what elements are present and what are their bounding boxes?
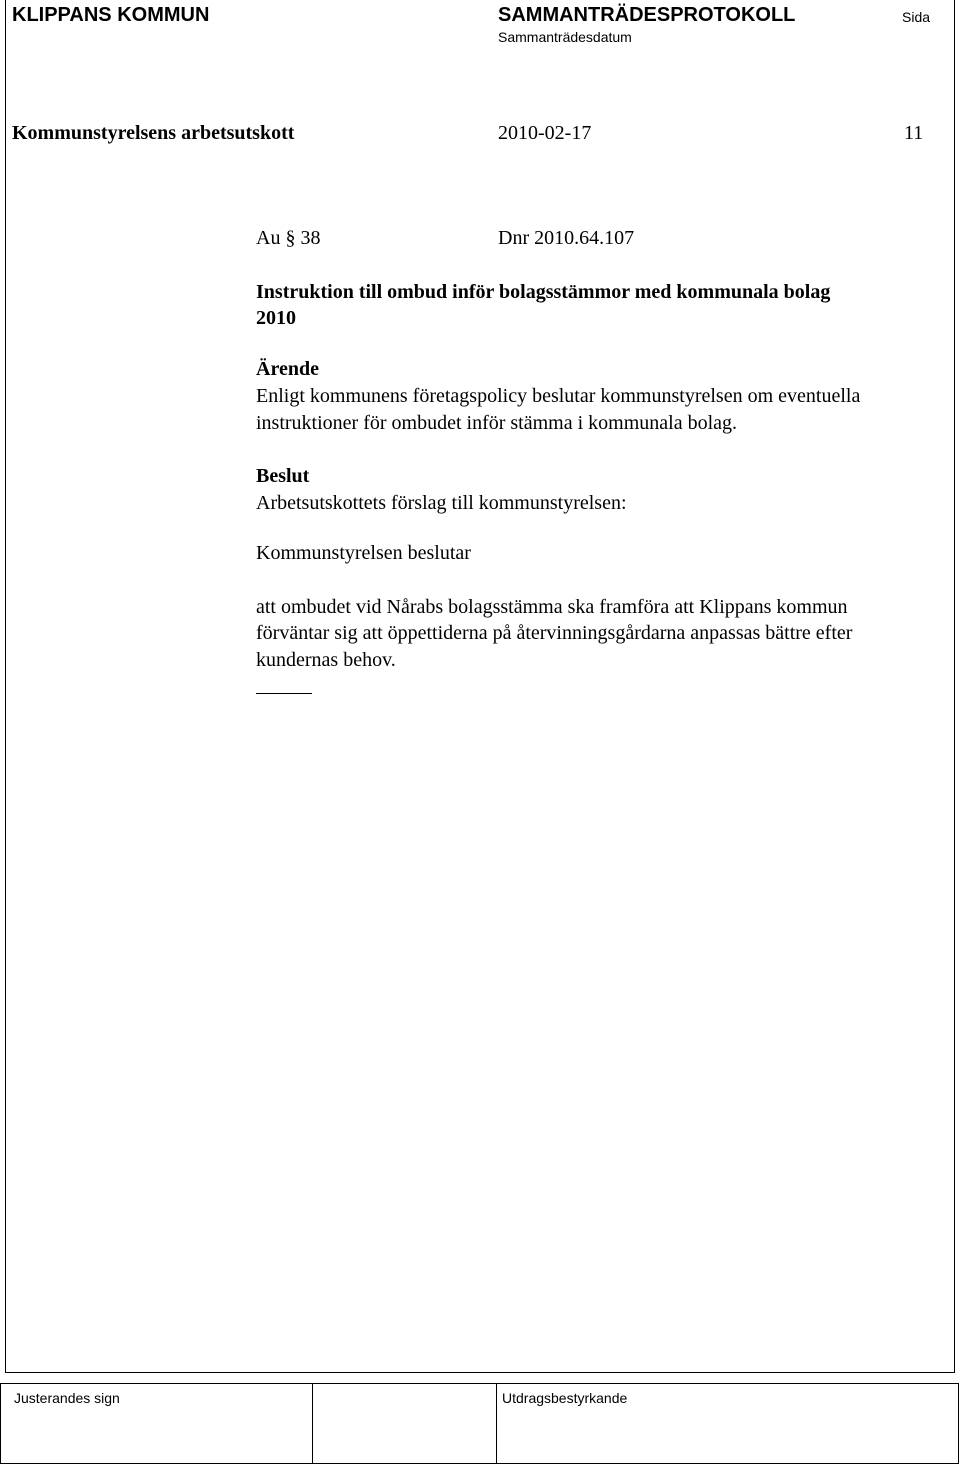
section-end-rule — [256, 693, 312, 694]
footer-divider — [312, 1383, 313, 1464]
right-border-line — [954, 0, 955, 1372]
beslut-decides: Kommunstyrelsen beslutar — [256, 542, 471, 564]
beslut-proposal: Arbetsutskottets förslag till kommunstyrelsen: — [256, 492, 627, 514]
left-border-line — [5, 0, 6, 1372]
beslut-text-line: att ombudet vid Nårabs bolagsstämma ska framföra att Klippans kommun — [256, 596, 848, 618]
municipality-name: KLIPPANS KOMMUN — [12, 4, 210, 26]
utdragsbestyrkande-label: Utdragsbestyrkande — [502, 1390, 628, 1406]
footer-divider — [496, 1383, 497, 1464]
bottom-border-line — [5, 1372, 955, 1373]
paragraph-number: Au § 38 — [256, 227, 321, 249]
item-title: Instruktion till ombud inför bolagsstämmor med kommunala bolag — [256, 281, 831, 303]
meeting-date: 2010-02-17 — [498, 122, 592, 144]
beslut-text-line: kundernas behov. — [256, 649, 396, 671]
arende-heading: Ärende — [256, 358, 319, 380]
diary-number: Dnr 2010.64.107 — [498, 227, 635, 249]
arende-text-line: Enligt kommunens företagspolicy beslutar kommunstyrelsen om eventuella — [256, 385, 861, 407]
beslut-text-line: förväntar sig att öppettiderna på återvinningsgårdarna anpassas bättre efter — [256, 622, 853, 644]
signature-footer — [0, 1383, 959, 1464]
page-label: Sida — [902, 9, 931, 25]
item-title-continued: 2010 — [256, 307, 296, 329]
arende-text-line: instruktioner för ombudet inför stämma i kommunala bolag. — [256, 412, 738, 434]
committee-name: Kommunstyrelsens arbetsutskott — [12, 122, 295, 144]
meeting-date-label: Sammanträdesdatum — [498, 29, 632, 45]
justerandes-sign-label: Justerandes sign — [14, 1390, 120, 1406]
page-number: 11 — [904, 122, 924, 144]
beslut-heading: Beslut — [256, 465, 310, 487]
document-type: SAMMANTRÄDESPROTOKOLL — [498, 4, 796, 26]
